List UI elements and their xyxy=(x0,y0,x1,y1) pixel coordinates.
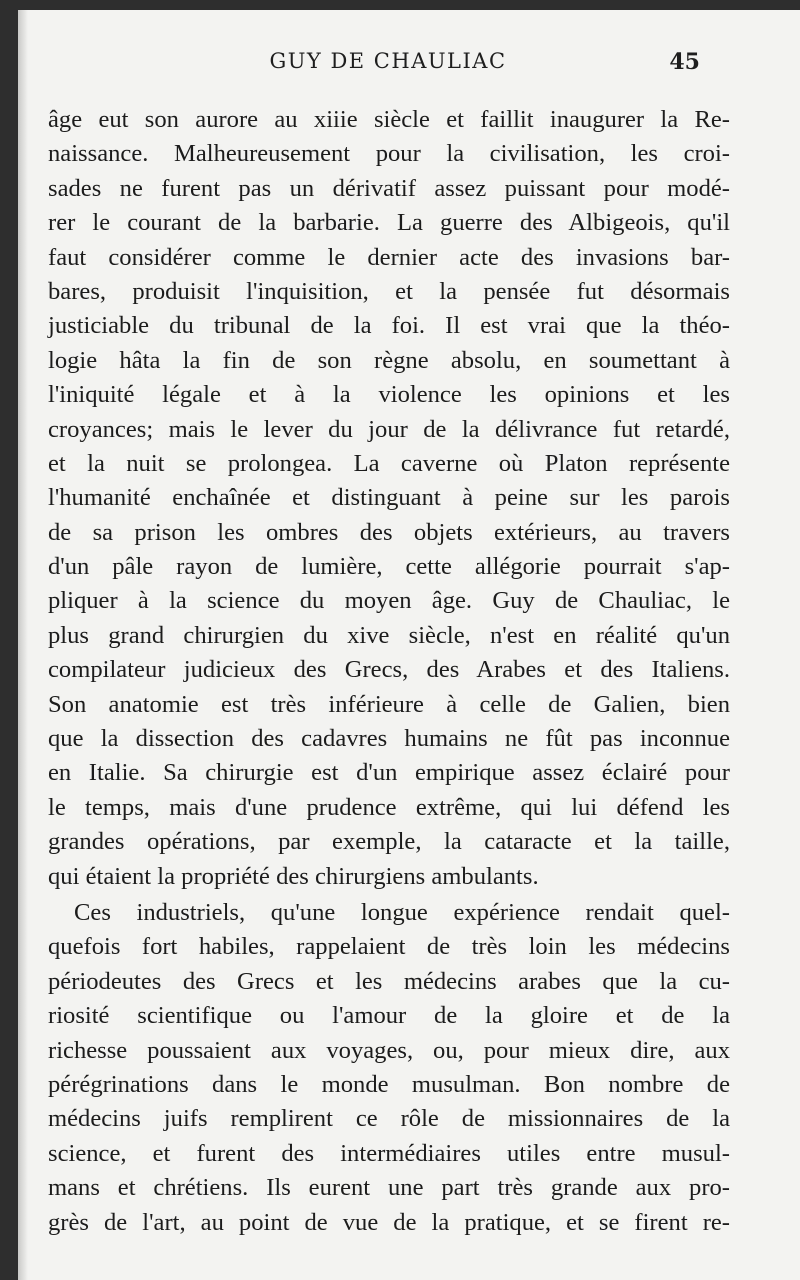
text-line: Son anatomie est très inférieure à celle de Galien, bien xyxy=(48,690,730,718)
text-line: périodeutes des Grecs et les médecins arabes que la cu- xyxy=(48,967,730,995)
text-line: mans et chrétiens. Ils eurent une part très grande aux pro- xyxy=(48,1174,730,1202)
text-line: naissance. Malheureusement pour la civilisation, les croi- xyxy=(48,140,730,168)
text-line: le temps, mais d'une prudence extrême, qui lui défend les xyxy=(48,793,730,821)
text-line: l'humanité enchaînée et distinguant à peine sur les parois xyxy=(48,484,730,512)
text-line: que la dissection des cadavres humains ne fût pas inconnue xyxy=(48,725,730,753)
text-line: pliquer à la science du moyen âge. Guy de Chauliac, le xyxy=(48,587,730,615)
text-line: logie hâta la fin de son règne absolu, en soumettant à xyxy=(48,346,730,374)
text-line: justiciable du tribunal de la foi. Il est vrai que la théo- xyxy=(48,312,730,340)
text-line: médecins juifs remplirent ce rôle de missionnaires de la xyxy=(48,1105,730,1133)
text-line: faut considérer comme le dernier acte des invasions bar- xyxy=(48,243,730,271)
text-line: compilateur judicieux des Grecs, des Arabes et des Italiens. xyxy=(48,656,730,684)
text-line: grès de l'art, au point de vue de la pratique, et se firent re- xyxy=(48,1208,730,1236)
book-page xyxy=(18,10,800,1280)
text-line: qui étaient la propriété des chirurgiens ambulants. xyxy=(48,862,539,890)
body-text xyxy=(48,103,730,1240)
paragraph-2 xyxy=(48,896,730,1240)
text-line: d'un pâle rayon de lumière, cette allégorie pourrait s'ap- xyxy=(48,553,730,581)
text-line: plus grand chirurgien du xive siècle, n'est en réalité qu'un xyxy=(48,621,730,649)
text-line: quefois fort habiles, rappelaient de très loin les médecins xyxy=(48,933,730,961)
text-line: Ces industriels, qu'une longue expérience rendait quel- xyxy=(74,898,730,926)
page-number: 45 xyxy=(669,49,700,75)
text-line: âge eut son aurore au xiiie siècle et faillit inaugurer la Re- xyxy=(48,106,730,133)
text-line: science, et furent des intermédiaires utiles entre musul- xyxy=(48,1139,730,1167)
text-line: riosité scientifique ou l'amour de la gloire et de la xyxy=(48,1002,730,1030)
text-line: en Italie. Sa chirurgie est d'un empirique assez éclairé pour xyxy=(48,759,730,787)
text-line: bares, produisit l'inquisition, et la pensée fut désormais xyxy=(48,277,730,305)
text-line: croyances; mais le lever du jour de la délivrance fut retardé, xyxy=(48,415,730,443)
page-edge-shadow xyxy=(18,10,28,1280)
running-title: GUY DE CHAULIAC xyxy=(269,49,507,73)
text-line: rer le courant de la barbarie. La guerre des Albigeois, qu'il xyxy=(48,209,730,237)
paragraph-1 xyxy=(48,103,730,894)
text-line: pérégrinations dans le monde musulman. Bon nombre de xyxy=(48,1070,730,1098)
running-head xyxy=(18,49,800,79)
text-line: richesse poussaient aux voyages, ou, pour mieux dire, aux xyxy=(48,1036,730,1064)
text-line: grandes opérations, par exemple, la cataracte et la taille, xyxy=(48,828,730,856)
text-line: et la nuit se prolongea. La caverne où Platon représente xyxy=(48,449,730,477)
text-line: l'iniquité légale et à la violence les opinions et les xyxy=(48,381,730,409)
text-line: de sa prison les ombres des objets extérieurs, au travers xyxy=(48,518,730,546)
text-line: sades ne furent pas un dérivatif assez puissant pour modé- xyxy=(48,174,730,202)
